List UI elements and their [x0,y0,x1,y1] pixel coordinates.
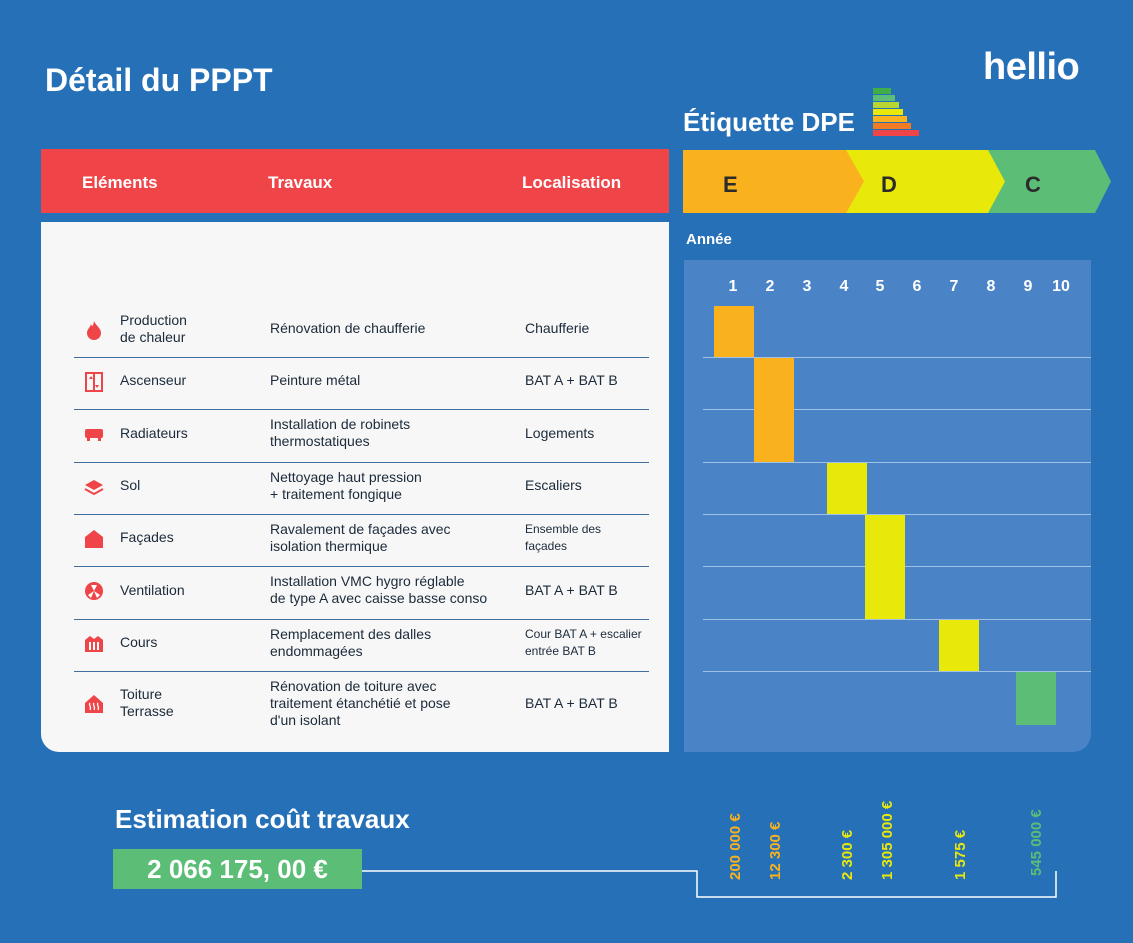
row-travaux: Rénovation de chaufferie [270,320,426,336]
year-tick-label: 5 [875,278,885,295]
dpe-letter-d: D [881,172,897,197]
year-tick-label: 2 [765,278,775,295]
year-axis-label: Année [686,231,732,248]
row-travaux: Nettoyage haut pression + traitement fongique [270,468,422,502]
estimation-title: Estimation coût travaux [115,804,410,834]
house-icon [84,529,104,549]
cost-label: 12 300 € [767,821,784,880]
dpe-letter-c: C [1025,172,1041,197]
fan-icon [84,581,104,601]
year-tick-label: 1 [728,278,738,295]
cost-label: 545 000 € [1028,809,1045,876]
gantt-bar [754,358,794,462]
gantt-gridline [703,619,1091,620]
row-separator [74,357,649,358]
row-element: Production de chaleur [120,311,187,345]
row-separator [74,514,649,515]
row-travaux: Installation de robinets thermostatiques [270,416,411,449]
dpe-step-e [683,150,864,213]
row-localisation: BAT A + BAT B [525,581,618,598]
radiator-icon [84,424,104,444]
row-element: Façades [120,529,174,545]
page-title: Détail du PPPT [45,62,273,98]
estimation-total: 2 066 175, 00 € [113,849,362,889]
courtyard-icon [84,634,104,654]
cost-label: 200 000 € [727,813,744,880]
gantt-gridline [703,462,1091,463]
column-header-elements: Eléments [82,173,158,192]
gantt-bar [939,620,979,671]
row-element: Radiateurs [120,424,188,441]
dpe-title: Étiquette DPE [683,107,855,137]
row-travaux: Peinture métal [270,372,361,388]
year-tick-label: 6 [912,278,922,295]
dpe-step-d [841,150,1005,213]
row-element: Toiture Terrasse [120,686,174,719]
year-tick-label: 3 [802,278,812,295]
hellio-logo: hellio [983,46,1080,88]
cost-label: 2 300 € [839,829,856,880]
row-separator [74,409,649,410]
row-travaux: Installation VMC hygro réglable de type A avec caisse basse conso [270,573,488,606]
row-separator [74,671,649,672]
row-separator [74,619,649,620]
row-travaux: Remplacement des dalles endommagées [270,625,432,659]
year-tick-label: 10 [1052,278,1070,295]
row-separator [74,566,649,567]
dpe-letter-e: E [723,172,738,197]
flame-icon [84,320,104,340]
gantt-bar [714,306,754,357]
row-localisation: BAT A + BAT B [525,372,618,388]
row-localisation: Escaliers [525,477,582,493]
row-localisation: BAT A + BAT B [525,694,618,711]
row-travaux: Ravalement de façades avec isolation thermique [270,520,451,554]
gantt-bar [865,515,905,619]
year-tick-label: 8 [986,278,996,295]
year-tick-label: 4 [839,278,849,295]
column-header-travaux: Travaux [268,173,333,192]
column-header-localisation: Localisation [522,173,622,192]
energy-label-icon [873,88,919,136]
cost-label: 1 305 000 € [879,800,896,880]
table-header [41,149,669,213]
row-element: Sol [120,477,141,493]
row-localisation: Logements [525,424,595,441]
gantt-chart [684,260,1091,752]
year-tick-label: 9 [1023,278,1033,295]
row-localisation: Chaufferie [525,320,590,336]
year-tick-label: 7 [949,278,959,295]
gantt-bar [827,463,867,514]
row-element: Cours [120,634,158,650]
row-localisation: Ensemble des façades [525,521,602,553]
gantt-bar [1016,672,1056,725]
layers-icon [84,477,104,497]
elevator-icon [84,372,104,392]
row-element: Ventilation [120,581,185,598]
row-element: Ascenseur [120,372,187,388]
roof-heat-icon [84,694,104,714]
dpe-band [683,150,1113,213]
row-travaux: Rénovation de toiture avec traitement étanchétié et pose d'un isolant [270,677,451,728]
row-separator [74,462,649,463]
row-localisation: Cour BAT A + escalier entrée BAT B [525,626,642,658]
cost-label: 1 575 € [952,829,969,880]
